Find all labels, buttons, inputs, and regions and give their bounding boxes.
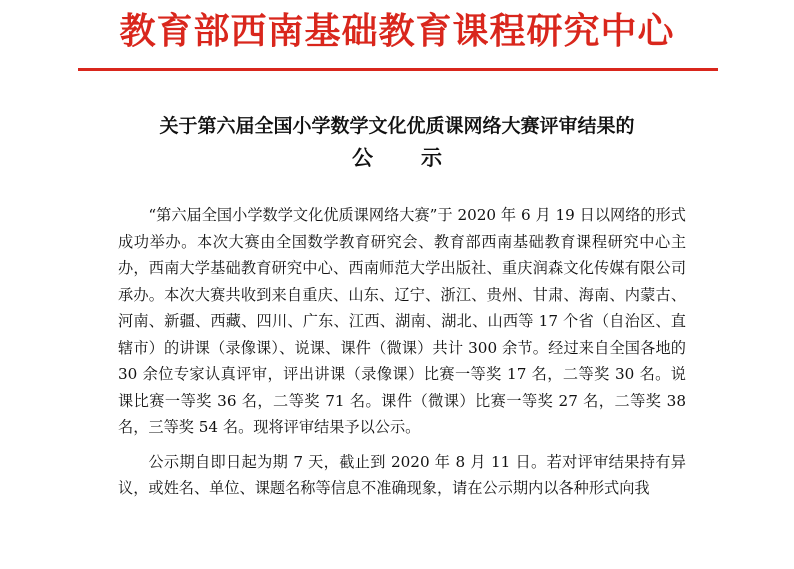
body-paragraph-1: “第六届全国小学数学文化优质课网络大赛”于 2020 年 6 月 19 日以网络的形式成功举办。本次大赛由全国数学教育研究会、教育部西南基础教育课程研究中心主办，西南大学基础教育研究中心、西南师范大学出版社、重庆润森文化传媒有限公司承办。本次大赛共收到来自重庆、山东、辽宁、浙江、贵州、甘肃、海南、内蒙古、河南、新疆、西藏、四川、广东、江西、湖南、湖北、山西等 17 个省（自治区、直辖市）的讲课（录像课）、说课、课件（微课）共计 300 余节。经过来自全国各地的 30 余位专家认真评审，评出讲课（录像课）比赛一等奖 17 名，二等奖 30 名。说课比赛一等奖 36 名，二等奖 71 名。课件（微课）比赛一等奖 27 名，二等奖 38 名，三等奖 54 名。现将评审结果予以公示。	[118, 206, 686, 436]
letterhead-red-rule	[78, 68, 718, 71]
letterhead-org-name: 教育部西南基础教育课程研究中心	[119, 11, 675, 52]
document-title: 关于第六届全国小学数学文化优质课网络大赛评审结果的	[159, 115, 635, 137]
document-body	[118, 202, 686, 510]
document-subtitle: 公示	[352, 146, 490, 170]
body-paragraph-2: 公示期自即日起为期 7 天，截止到 2020 年 8 月 11 日。若对评审结果持有异议，或姓名、单位、课题名称等信息不准确现象，请在公示期内以各种形式向我	[118, 452, 686, 497]
